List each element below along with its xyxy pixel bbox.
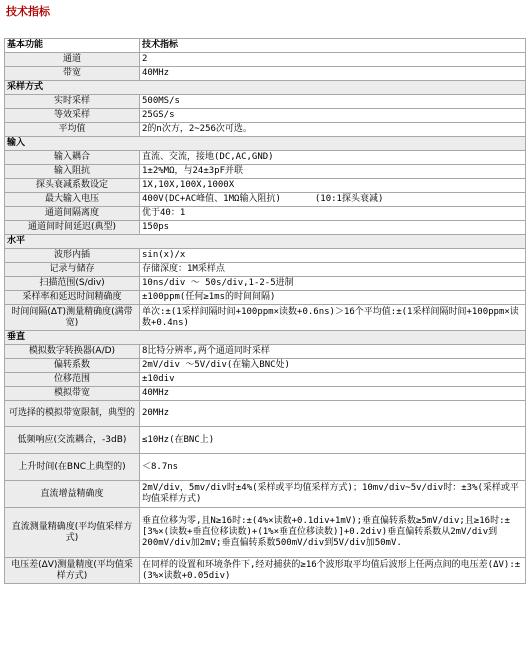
row-label: 低频响应(交流耦合，-3dB) bbox=[5, 427, 140, 454]
section-title: 水平 bbox=[5, 235, 526, 249]
row-value: 2mV/div ～5V/div(在输入BNC处) bbox=[140, 359, 526, 373]
row-label: 记录与储存 bbox=[5, 263, 140, 277]
row-value: 10ns/div ～ 50s/div,1-2-5进制 bbox=[140, 277, 526, 291]
row-value: 1±2%MΩ，与24±3pF并联 bbox=[140, 165, 526, 179]
row-label: 等效采样 bbox=[5, 109, 140, 123]
table-row bbox=[5, 53, 526, 67]
row-value: 40MHz bbox=[140, 387, 526, 401]
table-row bbox=[5, 373, 526, 387]
table-row bbox=[5, 277, 526, 291]
row-value: sin(x)/x bbox=[140, 249, 526, 263]
row-label: 输入阻抗 bbox=[5, 165, 140, 179]
table-row bbox=[5, 427, 526, 454]
table-row bbox=[5, 387, 526, 401]
row-value: 存储深度：1M采样点 bbox=[140, 263, 526, 277]
row-label: 偏转系数 bbox=[5, 359, 140, 373]
table-row bbox=[5, 508, 526, 558]
table-row bbox=[5, 401, 526, 427]
row-label: 带宽 bbox=[5, 67, 140, 81]
section-title: 输入 bbox=[5, 137, 526, 151]
row-value: 1X,10X,100X,1000X bbox=[140, 179, 526, 193]
table-row bbox=[5, 345, 526, 359]
table-header-row bbox=[5, 39, 526, 53]
row-value: 优于40：1 bbox=[140, 207, 526, 221]
row-label: 采样率和延迟时间精确度 bbox=[5, 291, 140, 305]
row-value: ≤10Hz(在BNC上) bbox=[140, 427, 526, 454]
header-spec: 技术指标 bbox=[140, 39, 526, 53]
row-label: 直流测量精确度(平均值采样方式) bbox=[5, 508, 140, 558]
section-header-sampling bbox=[5, 81, 526, 95]
row-value: 40MHz bbox=[140, 67, 526, 81]
table-row bbox=[5, 109, 526, 123]
table-row bbox=[5, 179, 526, 193]
row-label: 时间间隔(ΔT)测量精确度(满带宽) bbox=[5, 305, 140, 331]
row-label: 模拟带宽 bbox=[5, 387, 140, 401]
row-value: ±10div bbox=[140, 373, 526, 387]
row-value: 单次:±(1采样间隔时间+100ppm×读数+0.6ns)＞16个平均值:±(1采样间隔时间+100ppm×读数+0.4ns) bbox=[140, 305, 526, 331]
row-value-note: (10:1探头衰减) bbox=[314, 194, 384, 204]
row-label: 电压差(ΔV)测量精度(平均值采样方式) bbox=[5, 558, 140, 584]
row-label: 通道间隔离度 bbox=[5, 207, 140, 221]
table-row bbox=[5, 95, 526, 109]
row-label: 通道间时间延迟(典型) bbox=[5, 221, 140, 235]
row-label: 扫描范围(S/div) bbox=[5, 277, 140, 291]
table-row bbox=[5, 305, 526, 331]
row-value: 2 bbox=[140, 53, 526, 67]
row-value: 25GS/s bbox=[140, 109, 526, 123]
table-row bbox=[5, 151, 526, 165]
spec-table-wrapper bbox=[4, 38, 525, 584]
table-row bbox=[5, 359, 526, 373]
row-value: ＜8.7ns bbox=[140, 454, 526, 481]
row-label: 最大输入电压 bbox=[5, 193, 140, 207]
row-label: 输入耦合 bbox=[5, 151, 140, 165]
table-row bbox=[5, 558, 526, 584]
section-title: 垂直 bbox=[5, 331, 526, 345]
row-label: 上升时间(在BNC上典型的) bbox=[5, 454, 140, 481]
row-value: 2的n次方，2~256次可选。 bbox=[140, 123, 526, 137]
header-basic-function: 基本功能 bbox=[5, 39, 140, 53]
row-label: 平均值 bbox=[5, 123, 140, 137]
table-row bbox=[5, 291, 526, 305]
row-value bbox=[140, 193, 526, 207]
row-value: 直流、交流，接地(DC,AC,GND) bbox=[140, 151, 526, 165]
page-title: 技术指标 bbox=[6, 5, 50, 18]
row-value: 垂直位移为零,且N≥16时:±(4%×读数+0.1div+1mV);垂直偏转系数≥5mV/div;且≥16时:±[3%×(读数+垂直位移读数)+(1%×垂直位移读数)]+0.2div)垂直偏转系数从2mV/div到200mV/div加2mV;垂直偏转系数500mV/div到5V/div加50mV. bbox=[140, 508, 526, 558]
spec-table bbox=[4, 38, 526, 584]
section-title: 采样方式 bbox=[5, 81, 526, 95]
row-label: 通道 bbox=[5, 53, 140, 67]
row-value: 在同样的设置和环境条件下,经对捕获的≥16个波形取平均值后波形上任两点间的电压差(ΔV):±(3%×读数+0.05div) bbox=[140, 558, 526, 584]
row-label: 位移范围 bbox=[5, 373, 140, 387]
table-row bbox=[5, 207, 526, 221]
table-row bbox=[5, 123, 526, 137]
table-row bbox=[5, 221, 526, 235]
row-label: 探头衰减系数设定 bbox=[5, 179, 140, 193]
row-value: ±100ppm(任何≥1ms的时间间隔) bbox=[140, 291, 526, 305]
section-header-horizontal bbox=[5, 235, 526, 249]
row-value: 500MS/s bbox=[140, 95, 526, 109]
row-value: 2mV/div，5mv/div时±4%(采样或平均值采样方式)；10mv/div~5v/div时：±3%(采样或平均值采样方式) bbox=[140, 481, 526, 508]
row-value-main: 400V(DC+AC峰值、1MΩ输入阻抗) bbox=[142, 194, 281, 204]
row-label: 直流增益精确度 bbox=[5, 481, 140, 508]
row-value: 8比特分辨率,两个通道同时采样 bbox=[140, 345, 526, 359]
table-row bbox=[5, 263, 526, 277]
table-row bbox=[5, 193, 526, 207]
row-label: 可选择的模拟带宽限制，典型的 bbox=[5, 401, 140, 427]
row-value: 150ps bbox=[140, 221, 526, 235]
row-value: 20MHz bbox=[140, 401, 526, 427]
table-row bbox=[5, 481, 526, 508]
row-label: 波形内插 bbox=[5, 249, 140, 263]
row-label: 模拟数字转换器(A/D) bbox=[5, 345, 140, 359]
section-header-vertical bbox=[5, 331, 526, 345]
section-header-input bbox=[5, 137, 526, 151]
row-label: 实时采样 bbox=[5, 95, 140, 109]
table-row bbox=[5, 454, 526, 481]
table-row bbox=[5, 249, 526, 263]
table-row bbox=[5, 67, 526, 81]
table-row bbox=[5, 165, 526, 179]
